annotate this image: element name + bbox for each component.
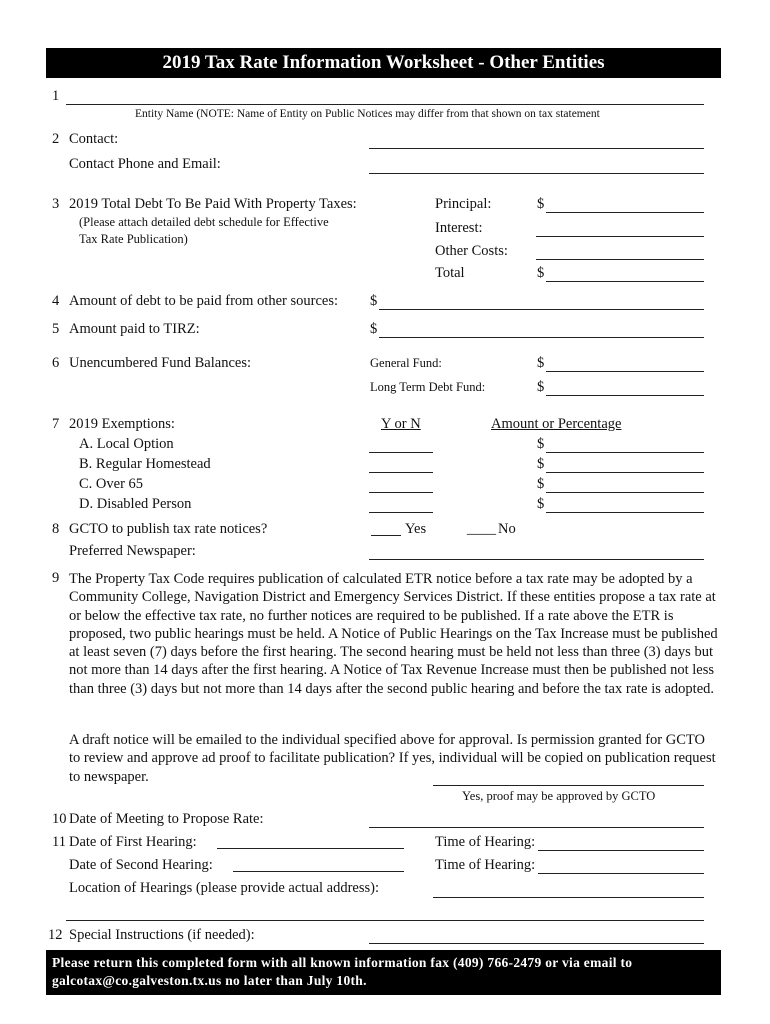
long-term-debt-fund-label: Long Term Debt Fund: bbox=[370, 380, 486, 394]
other-sources-label: Amount of debt to be paid from other sources: bbox=[69, 293, 338, 309]
total-field[interactable] bbox=[546, 281, 704, 282]
principal-label: Principal: bbox=[435, 196, 492, 212]
row-number: 7 bbox=[52, 416, 60, 432]
general-fund-label: General Fund: bbox=[370, 356, 442, 370]
local-option-amount-field[interactable] bbox=[546, 452, 704, 453]
proof-approval-caption: Yes, proof may be approved by GCTO bbox=[462, 789, 656, 803]
row-number: 2 bbox=[52, 131, 60, 147]
total-debt-label: 2019 Total Debt To Be Paid With Property Taxes: bbox=[69, 196, 357, 212]
no-label: No bbox=[498, 521, 516, 537]
yes-blank[interactable] bbox=[371, 535, 401, 536]
row-number: 10 bbox=[52, 811, 67, 827]
second-hearing-date-label: Date of Second Hearing: bbox=[69, 857, 213, 873]
no-blank[interactable]: ____ bbox=[467, 521, 496, 537]
row-number: 12 bbox=[48, 927, 63, 943]
other-costs-label: Other Costs: bbox=[435, 243, 508, 259]
y-or-n-header: Y or N bbox=[381, 416, 421, 432]
meeting-date-field[interactable] bbox=[369, 827, 704, 828]
disabled-yn-field[interactable] bbox=[369, 512, 433, 513]
hearing-location-field[interactable] bbox=[433, 897, 704, 898]
row-number: 3 bbox=[52, 196, 60, 212]
row-number: 6 bbox=[52, 355, 60, 371]
yes-label: Yes bbox=[405, 521, 427, 537]
dollar-sign: $ bbox=[537, 379, 545, 395]
debt-schedule-note: Tax Rate Publication) bbox=[79, 232, 188, 246]
entity-name-caption: Entity Name (NOTE: Name of Entity on Public Notices may differ from that shown on tax statement bbox=[135, 108, 600, 120]
row-number: 5 bbox=[52, 321, 60, 337]
exemptions-label: 2019 Exemptions: bbox=[69, 416, 175, 432]
tirz-field[interactable] bbox=[379, 337, 704, 338]
row-number: 11 bbox=[52, 834, 66, 850]
second-hearing-time-label: Time of Hearing: bbox=[435, 857, 536, 873]
second-hearing-time-field[interactable] bbox=[538, 873, 704, 874]
publication-requirements-paragraph: The Property Tax Code requires publication of calculated ETR notice before a tax rate may be adopted by a Community College, Navigation District and Emergency Services District. If these entities propose a tax rate at or below the effective tax rate, no further notices are required to be published. If a rate above the ETR is proposed, two public hearings must be held. A Notice of Public Hearings on the Tax Increase must be published at least seven (7) days before the first hearing. The second hearing must be held not less than three (3) days but not more than 14 days after the first hearing. A Notice of Tax Revenue Increase must then be published not less than three (3) days but not more than 14 days after the second public hearing and before the tax rate is adopted. bbox=[69, 571, 718, 697]
preferred-newspaper-label: Preferred Newspaper: bbox=[69, 543, 196, 559]
proof-approval-field[interactable] bbox=[433, 785, 704, 786]
contact-label: Contact: bbox=[69, 131, 119, 147]
special-instructions-field[interactable] bbox=[369, 943, 704, 944]
dollar-sign: $ bbox=[537, 456, 545, 472]
row-number: 4 bbox=[52, 293, 60, 309]
first-hearing-date-field[interactable] bbox=[217, 848, 404, 849]
row-number: 1 bbox=[52, 88, 60, 104]
row-number: 8 bbox=[52, 521, 60, 537]
first-hearing-time-field[interactable] bbox=[538, 850, 704, 851]
other-sources-field[interactable] bbox=[379, 309, 704, 310]
hearing-location-field-2[interactable] bbox=[66, 920, 704, 921]
dollar-sign: $ bbox=[537, 355, 545, 371]
contact-phone-email-field[interactable] bbox=[369, 173, 704, 174]
debt-schedule-note: (Please attach detailed debt schedule for Effective bbox=[79, 215, 329, 229]
dollar-sign: $ bbox=[537, 476, 545, 492]
dollar-sign: $ bbox=[370, 321, 378, 337]
contact-field[interactable] bbox=[369, 148, 704, 149]
homestead-amount-field[interactable] bbox=[546, 472, 704, 473]
amount-header: Amount or Percentage bbox=[491, 416, 622, 432]
exemption-regular-homestead: B. Regular Homestead bbox=[79, 456, 211, 472]
general-fund-field[interactable] bbox=[546, 371, 704, 372]
over-65-amount-field[interactable] bbox=[546, 492, 704, 493]
row-number: 9 bbox=[52, 570, 60, 586]
interest-label: Interest: bbox=[435, 220, 483, 236]
dollar-sign: $ bbox=[537, 196, 545, 212]
homestead-yn-field[interactable] bbox=[369, 472, 433, 473]
total-label: Total bbox=[435, 265, 465, 281]
disabled-amount-field[interactable] bbox=[546, 512, 704, 513]
dollar-sign: $ bbox=[537, 436, 545, 452]
interest-field[interactable] bbox=[536, 236, 704, 237]
first-hearing-time-label: Time of Hearing: bbox=[435, 834, 536, 850]
fund-balances-label: Unencumbered Fund Balances: bbox=[69, 355, 252, 371]
contact-phone-email-label: Contact Phone and Email: bbox=[69, 156, 221, 172]
entity-name-field[interactable] bbox=[66, 104, 704, 105]
tirz-label: Amount paid to TIRZ: bbox=[69, 321, 200, 337]
second-hearing-date-field[interactable] bbox=[233, 871, 404, 872]
principal-field[interactable] bbox=[546, 212, 704, 213]
dollar-sign: $ bbox=[537, 496, 545, 512]
return-instructions-line: galcotax@co.galveston.tx.us no later than July 10th. bbox=[52, 973, 367, 988]
exemption-local-option: A. Local Option bbox=[79, 436, 174, 452]
exemption-over-65: C. Over 65 bbox=[79, 476, 144, 492]
return-instructions-line: Please return this completed form with all known information fax (409) 766-2479 or via email to bbox=[52, 955, 633, 970]
long-term-debt-fund-field[interactable] bbox=[546, 395, 704, 396]
page-title: 2019 Tax Rate Information Worksheet - Other Entities bbox=[46, 48, 721, 78]
local-option-yn-field[interactable] bbox=[369, 452, 433, 453]
preferred-newspaper-field[interactable] bbox=[369, 559, 704, 560]
exemption-disabled-person: D. Disabled Person bbox=[79, 496, 192, 512]
gcto-publish-label: GCTO to publish tax rate notices? bbox=[69, 521, 268, 537]
meeting-date-label: Date of Meeting to Propose Rate: bbox=[69, 811, 264, 827]
return-instructions bbox=[46, 950, 721, 995]
hearing-location-label: Location of Hearings (please provide actual address): bbox=[69, 880, 380, 896]
draft-notice-paragraph: A draft notice will be emailed to the individual specified above for approval. Is permission granted for GCTO to review and approve ad proof to facilitate publication? If yes, individual will be copied on publication request to newspaper. bbox=[69, 732, 716, 785]
over-65-yn-field[interactable] bbox=[369, 492, 433, 493]
first-hearing-date-label: Date of First Hearing: bbox=[69, 834, 197, 850]
special-instructions-label: Special Instructions (if needed): bbox=[69, 927, 255, 943]
dollar-sign: $ bbox=[537, 265, 545, 281]
dollar-sign: $ bbox=[370, 293, 378, 309]
other-costs-field[interactable] bbox=[536, 259, 704, 260]
